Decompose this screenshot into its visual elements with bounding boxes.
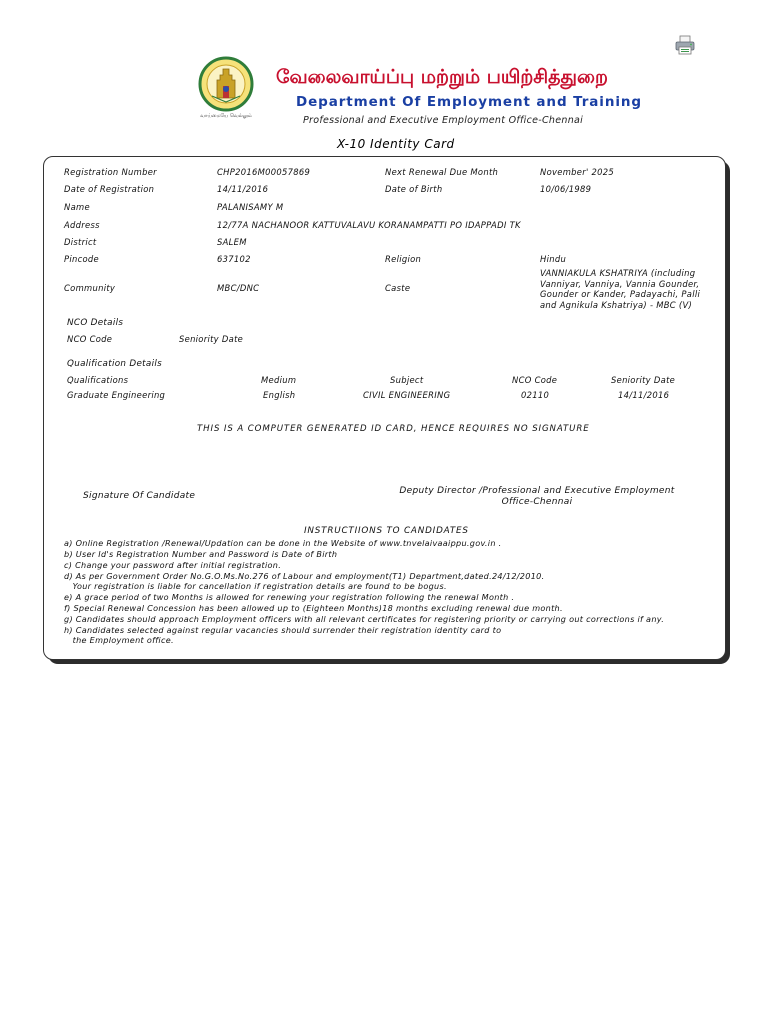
office-title: Professional and Executive Employment Office-Chennai	[303, 115, 584, 126]
caste-value: VANNIAKULA KSHATRIYA (including Vanniyar, Vanniya, Vannia Gounder, Gounder or Kander, Padayachi, Palli and Agnikula Kshatriya) - MBC (V)	[540, 268, 701, 310]
instruction-line: e) A grace period of two Months is allowed for renewing your registration following the renewal Month .	[64, 592, 515, 602]
tamil-department-title: வேலைவாய்ப்பு மற்றும் பயிற்சித்துறை	[276, 66, 608, 88]
instruction-line: f) Special Renewal Concession has been allowed up to (Eighteen Months)18 months excluding renewal due month.	[64, 603, 563, 613]
print-button[interactable]	[674, 34, 696, 56]
tamil-nadu-emblem-icon	[198, 56, 254, 120]
registration-number-value: CHP2016M00057869	[217, 167, 311, 177]
pincode-label: Pincode	[64, 254, 99, 264]
district-label: District	[64, 237, 97, 247]
emblem	[198, 56, 254, 120]
deputy-director-signature: Deputy Director /Professional and Executive Employment Office-Chennai	[399, 486, 675, 507]
instruction-line: a) Online Registration /Renewal/Updation can be done in the Website of www.tnvelaivaaippu.gov.in .	[64, 538, 502, 548]
card-title: X-10 Identity Card	[337, 137, 455, 151]
qualification-header-nco-code: NCO Code	[512, 375, 558, 385]
qualification-cell: CIVIL ENGINEERING	[363, 390, 451, 400]
qualification-cell: 14/11/2016	[618, 390, 670, 400]
computer-generated-notice: THIS IS A COMPUTER GENERATED ID CARD, HENCE REQUIRES NO SIGNATURE	[197, 424, 590, 434]
instruction-line: d) As per Government Order No.G.O.Ms.No.276 of Labour and employment(T1) Department,dated.24/12/2010.	[64, 571, 545, 581]
emblem-motto: வாய்மையே வெல்லும்	[200, 113, 252, 119]
community-label: Community	[64, 283, 116, 293]
qualification-header-subject: Subject	[390, 375, 424, 385]
pincode-value: 637102	[217, 254, 251, 264]
next-renewal-label: Next Renewal Due Month	[385, 167, 499, 177]
address-value: 12/77A NACHANOOR KATTUVALAVU KORANAMPATTI PO IDAPPADI TK	[217, 220, 521, 230]
religion-label: Religion	[385, 254, 422, 264]
date-of-birth-value: 10/06/1989	[540, 184, 592, 194]
qualification-details-heading: Qualification Details	[67, 359, 162, 369]
nco-seniority-header: Seniority Date	[179, 334, 244, 344]
qualification-header-seniority-date: Seniority Date	[611, 375, 676, 385]
instruction-line: Your registration is liable for cancellation if registration details are found to be bogus.	[64, 581, 447, 591]
qualification-cell: English	[263, 390, 296, 400]
date-of-birth-label: Date of Birth	[385, 184, 443, 194]
date-of-registration-label: Date of Registration	[64, 184, 155, 194]
instruction-line: g) Candidates should approach Employment officers with all relevant certificates for registering priority or carrying out corrections if any.	[64, 614, 665, 624]
religion-value: Hindu	[540, 254, 567, 264]
signature-of-candidate: Signature Of Candidate	[83, 491, 196, 501]
instructions-heading: INSTRUCTIIONS TO CANDIDATES	[304, 526, 469, 536]
identity-card	[43, 156, 726, 660]
name-value: PALANISAMY M	[217, 202, 284, 212]
printer-icon	[674, 34, 696, 56]
qualification-header-medium: Medium	[261, 375, 297, 385]
instruction-line: the Employment office.	[64, 635, 174, 645]
nco-code-header: NCO Code	[67, 334, 113, 344]
date-of-registration-value: 14/11/2016	[217, 184, 269, 194]
instruction-line: c) Change your password after initial registration.	[64, 560, 282, 570]
community-value: MBC/DNC	[217, 283, 260, 293]
name-label: Name	[64, 202, 90, 212]
qualification-cell: Graduate Engineering	[67, 390, 166, 400]
address-label: Address	[64, 220, 100, 230]
instruction-line: b) User Id's Registration Number and Password is Date of Birth	[64, 549, 338, 559]
instruction-line: h) Candidates selected against regular vacancies should surrender their registration identity card to	[64, 625, 502, 635]
department-title: Department Of Employment and Training	[296, 94, 642, 110]
next-renewal-value: November' 2025	[540, 167, 615, 177]
qualification-header-qualifications: Qualifications	[67, 375, 129, 385]
nco-details-heading: NCO Details	[67, 318, 124, 328]
caste-label: Caste	[385, 283, 411, 293]
district-value: SALEM	[217, 237, 247, 247]
registration-number-label: Registration Number	[64, 167, 157, 177]
qualification-cell: 02110	[521, 390, 550, 400]
